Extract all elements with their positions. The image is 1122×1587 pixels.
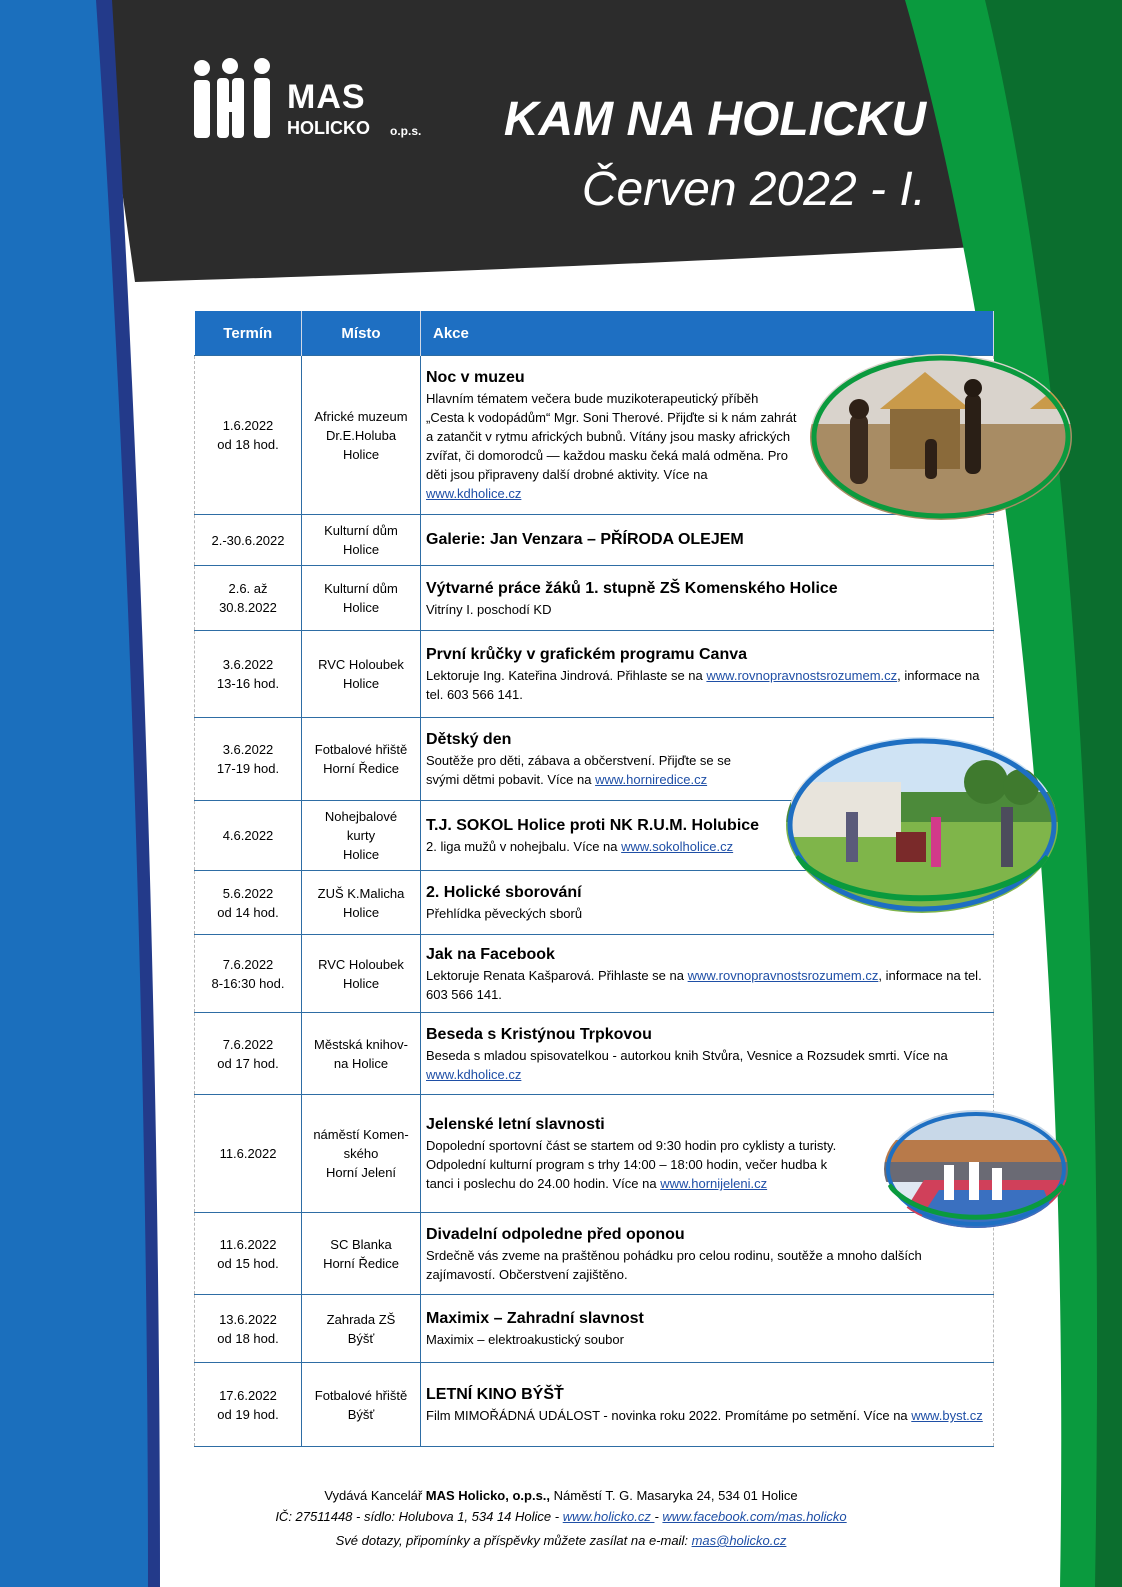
header-akce: Akce (421, 311, 994, 356)
event-title: Divadelní odpoledne před oponou (426, 1225, 685, 1243)
event-description: Beseda s mladou spisovatelkou - autorkou knih Stvůra, Vesnice a Rozsudek smrti. Více na www.kdholice.cz (426, 1047, 948, 1082)
header-termin: Termín (195, 311, 302, 356)
event-description: Soutěže pro děti, zábava a občerstvení. Přijďte se se svými dětmi pobavit. Více na www.horniredice.cz (426, 753, 731, 787)
event-title: První krůčky v grafickém programu Canva (426, 646, 748, 663)
row-place: Fotbalové hřiště Horní Ředice (302, 718, 421, 801)
event-description: Srdečně vás zveme na praštěnou pohádku pro celou rodinu, soutěže a mnoho dalších zajímavostí. Občerstvení zajištěno. (426, 1247, 922, 1282)
table-row (195, 515, 994, 566)
row-place: RVC Holoubek Holice (302, 631, 421, 718)
footer-facebook-link[interactable]: www.facebook.com/mas.holicko (662, 1509, 847, 1524)
row-date: 5.6.2022 od 14 hod. (195, 871, 302, 935)
footer-line-2: IČ: 27511448 - sídlo: Holubova 1, 534 14 Holice - www.holicko.cz - www.facebook.com/mas.holicko (275, 1509, 847, 1524)
row-date: 3.6.2022 13-16 hod. (195, 631, 302, 718)
event-description: Dopolední sportovní část se startem od 9:30 hodin pro cyklisty a turisty. Odpolední kulturní program s trhy 14:00 – 18:00 hodin, večer hudba k tanci i poslechu do 24.00 hodin. Více na www.hornijeleni.cz (426, 1138, 837, 1191)
event-title: Výtvarné práce žáků 1. stupně ZŠ Komenského Holice (426, 579, 838, 597)
row-date: 4.6.2022 (195, 801, 302, 871)
row-event (421, 1213, 994, 1295)
row-date: 11.6.2022 (195, 1095, 302, 1213)
row-place: RVC Holoubek Holice (302, 935, 421, 1013)
table-row (195, 1213, 994, 1295)
header-misto: Místo (302, 311, 421, 356)
row-place: Nohejbalové kurty Holice (302, 801, 421, 871)
table-row (195, 1295, 994, 1363)
event-title: Noc v muzeu (426, 369, 525, 386)
row-place: SC Blanka Horní Ředice (302, 1213, 421, 1295)
row-place: Kulturní dům Holice (302, 515, 421, 566)
table-row (195, 1013, 994, 1095)
row-place: Africké muzeum Dr.E.Holuba Holice (302, 356, 421, 515)
row-event (421, 631, 994, 718)
event-link[interactable]: www.horniredice.cz (595, 772, 708, 787)
row-event (421, 1363, 994, 1447)
event-title: Jak na Facebook (426, 945, 555, 963)
festival-photo (884, 1110, 1068, 1228)
row-place: ZUŠ K.Malicha Holice (302, 871, 421, 935)
logo-ops-text: o.p.s. (390, 124, 422, 138)
page-title: KAM NA HOLICKU (503, 93, 926, 146)
row-date: 7.6.2022 od 17 hod. (195, 1013, 302, 1095)
event-title: 2. Holické sborování (426, 884, 582, 901)
event-link[interactable]: www.kdholice.cz (426, 486, 522, 501)
table-row (195, 566, 994, 631)
row-place: Městská knihov- na Holice (302, 1013, 421, 1095)
row-date: 3.6.2022 17-19 hod. (195, 718, 302, 801)
event-description: Hlavním tématem večera bude muzikoterapeutický příběh „Cesta k vodopádům“ Mgr. Soni Therové. Přijďte si k nám zahrát a zatančit v rytmu afrických bubnů. Vítány jsou masky afrických zvířat, či domorodců — každou masku čeká malá odměna. Pro děti jsou připraveny další drobné aktivity. Více na www.kdholice.cz (426, 391, 797, 501)
event-description: Film MIMOŘÁDNÁ UDÁLOST - novinka roku 2022. Promítáme po setmění. Více na www.byst.cz (426, 1408, 983, 1423)
row-place: náměstí Komen- ského Horní Jelení (302, 1095, 421, 1213)
event-link[interactable]: www.rovnopravnostsrozumem.cz (706, 668, 898, 683)
logo-mas-text: MAS (287, 78, 366, 116)
row-event (421, 1295, 994, 1363)
row-date: 2.-30.6.2022 (195, 515, 302, 566)
event-title: Jelenské letní slavnosti (426, 1116, 605, 1133)
childrens-day-photo (786, 737, 1058, 913)
footer-web-link[interactable]: www.holicko.cz (562, 1509, 655, 1524)
table-header-row (195, 311, 994, 356)
row-event (421, 566, 994, 631)
event-title: Dětský den (426, 731, 512, 748)
table-row (195, 935, 994, 1013)
event-title: T.J. SOKOL Holice proti NK R.U.M. Holubice (426, 817, 760, 834)
row-date: 11.6.2022 od 15 hod. (195, 1213, 302, 1295)
event-title: LETNÍ KINO BÝŠŤ (426, 1386, 564, 1403)
event-link[interactable]: www.rovnopravnostsrozumem.cz (687, 967, 879, 983)
event-description: Přehlídka pěveckých sborů (426, 906, 583, 921)
event-description: Maximix – elektroakustický soubor (426, 1332, 624, 1347)
row-date: 17.6.2022 od 19 hod. (195, 1363, 302, 1447)
event-link[interactable]: www.byst.cz (911, 1408, 983, 1423)
row-event (421, 1013, 994, 1095)
event-link[interactable]: www.kdholice.cz (426, 1066, 522, 1082)
row-place: Zahrada ZŠ Býšť (302, 1295, 421, 1363)
row-date: 13.6.2022 od 18 hod. (195, 1295, 302, 1363)
table-row (195, 1363, 994, 1447)
event-link[interactable]: www.sokolholice.cz (621, 839, 734, 854)
row-date: 1.6.2022 od 18 hod. (195, 356, 302, 515)
row-event (421, 515, 994, 566)
footer-line-1: Vydává Kancelář MAS Holicko, o.p.s., Náměstí T. G. Masaryka 24, 534 01 Holice (324, 1488, 798, 1503)
museum-photo (810, 354, 1072, 520)
row-event (421, 935, 994, 1013)
logo-holicko-text: HOLICKO (287, 118, 370, 138)
event-description: Vitríny I. poschodí KD (426, 601, 552, 617)
event-title: Beseda s Kristýnou Trpkovou (426, 1025, 652, 1043)
event-title: Galerie: Jan Venzara – PŘÍRODA OLEJEM (426, 531, 744, 548)
event-description: 2. liga mužů v nohejbalu. Více na www.sokolholice.cz (426, 839, 734, 854)
event-description: Lektoruje Renata Kašparová. Přihlaste se na www.rovnopravnostsrozumem.cz, informace na tel. 603 566 141. (426, 967, 982, 1002)
footer-email-link[interactable]: mas@holicko.cz (691, 1533, 787, 1548)
page-subtitle: Červen 2022 - I. (581, 163, 926, 216)
table-row (195, 1095, 994, 1213)
table-row (195, 631, 994, 718)
row-date: 2.6. až 30.8.2022 (195, 566, 302, 631)
footer-line-3: Své dotazy, připomínky a příspěvky můžete zasílat na e-mail: mas@holicko.cz (335, 1533, 787, 1548)
event-description: Lektoruje Ing. Kateřina Jindrová. Přihlaste se na www.rovnopravnostsrozumem.cz, informace na tel. 603 566 141. (426, 668, 980, 702)
row-place: Fotbalové hřiště Býšť (302, 1363, 421, 1447)
row-date: 7.6.2022 8-16:30 hod. (195, 935, 302, 1013)
row-place: Kulturní dům Holice (302, 566, 421, 631)
event-link[interactable]: www.hornijeleni.cz (660, 1176, 768, 1191)
event-title: Maximix – Zahradní slavnost (426, 1310, 644, 1327)
